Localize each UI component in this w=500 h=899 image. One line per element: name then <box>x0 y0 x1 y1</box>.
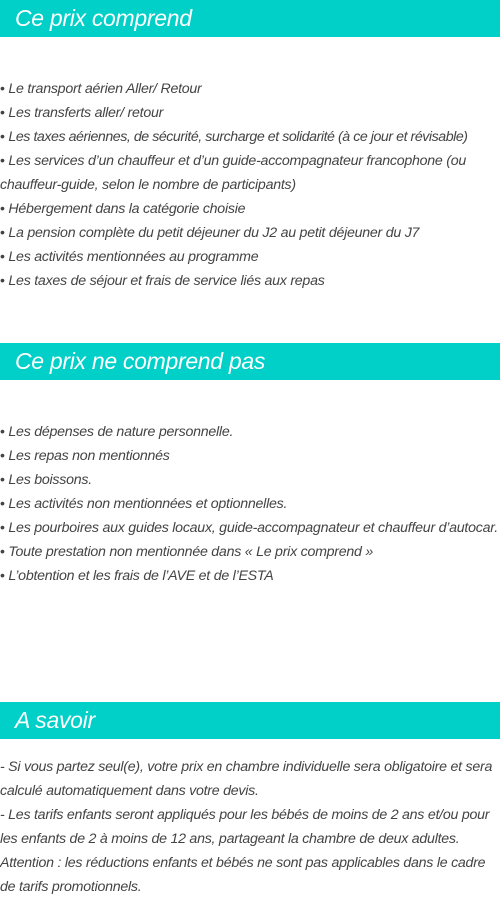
bullet-icon: • <box>0 424 5 440</box>
list-item <box>0 468 500 492</box>
list-item <box>0 540 500 564</box>
list-item <box>0 492 500 516</box>
list-item-text: Les taxes aériennes, de sécurité, surcharge et solidarité (à ce jour et révisable) <box>8 129 468 145</box>
list-item-text: L’obtention et les frais de l’AVE et de l’ESTA <box>8 568 274 584</box>
list-item <box>0 516 500 540</box>
bullet-icon: • <box>0 448 5 464</box>
bullet-icon: • <box>0 129 5 145</box>
excludes-list <box>0 420 500 588</box>
list-item-text: Les transferts aller/ retour <box>8 105 164 121</box>
list-item <box>0 564 500 588</box>
list-item <box>0 125 500 149</box>
list-item-text: Les repas non mentionnés <box>8 448 170 464</box>
list-item <box>0 269 500 293</box>
bullet-icon: • <box>0 201 5 217</box>
good-to-know-header: A savoir <box>0 702 500 739</box>
excludes-header: Ce prix ne comprend pas <box>0 343 500 380</box>
list-item-text: Les pourboires aux guides locaux, guide-accompagnateur et chauffeur d’autocar. <box>8 520 498 536</box>
list-item-text: Les activités non mentionnées et optionnelles. <box>8 496 288 512</box>
list-item <box>0 245 500 269</box>
bullet-icon: • <box>0 472 5 488</box>
includes-header: Ce prix comprend <box>0 0 500 37</box>
bullet-icon: • <box>0 153 5 169</box>
bullet-icon: • <box>0 81 5 97</box>
list-item-text: Les dépenses de nature personnelle. <box>8 424 234 440</box>
good-to-know-text <box>0 755 500 899</box>
includes-list <box>0 77 500 293</box>
list-item-text: Les services d’un chauffeur et d’un guide-accompagnateur francophone (ou chauffeur-guide, selon le nombre de participants) <box>0 153 467 193</box>
bullet-icon: • <box>0 105 5 121</box>
list-item-text: Les activités mentionnées au programme <box>8 249 259 265</box>
bullet-icon: • <box>0 249 5 265</box>
list-item-text: Les taxes de séjour et frais de service liés aux repas <box>8 273 325 289</box>
list-item <box>0 420 500 444</box>
list-item <box>0 77 500 101</box>
paragraph: Attention : les réductions enfants et bébés ne sont pas applicables dans le cadre de tarifs promotionnels. <box>0 855 486 895</box>
paragraph: - Si vous partez seul(e), votre prix en chambre individuelle sera obligatoire et sera calculé automatiquement dans votre devis. <box>0 759 493 799</box>
paragraph: - Les tarifs enfants seront appliqués pour les bébés de moins de 2 ans et/ou pour les enfants de 2 à moins de 12 ans, partageant la chambre de deux adultes. <box>0 807 490 847</box>
list-item <box>0 197 500 221</box>
list-item <box>0 221 500 245</box>
list-item-text: Hébergement dans la catégorie choisie <box>8 201 246 217</box>
list-item <box>0 101 500 125</box>
bullet-icon: • <box>0 520 5 536</box>
list-item-text: Toute prestation non mentionnée dans « Le prix comprend » <box>8 544 374 560</box>
list-item <box>0 444 500 468</box>
bullet-icon: • <box>0 273 5 289</box>
list-item-text: Les boissons. <box>8 472 92 488</box>
list-item-text: Le transport aérien Aller/ Retour <box>8 81 202 97</box>
bullet-icon: • <box>0 496 5 512</box>
list-item-text: La pension complète du petit déjeuner du J2 au petit déjeuner du J7 <box>8 225 420 241</box>
list-item <box>0 149 500 197</box>
bullet-icon: • <box>0 225 5 241</box>
bullet-icon: • <box>0 568 5 584</box>
bullet-icon: • <box>0 544 5 560</box>
